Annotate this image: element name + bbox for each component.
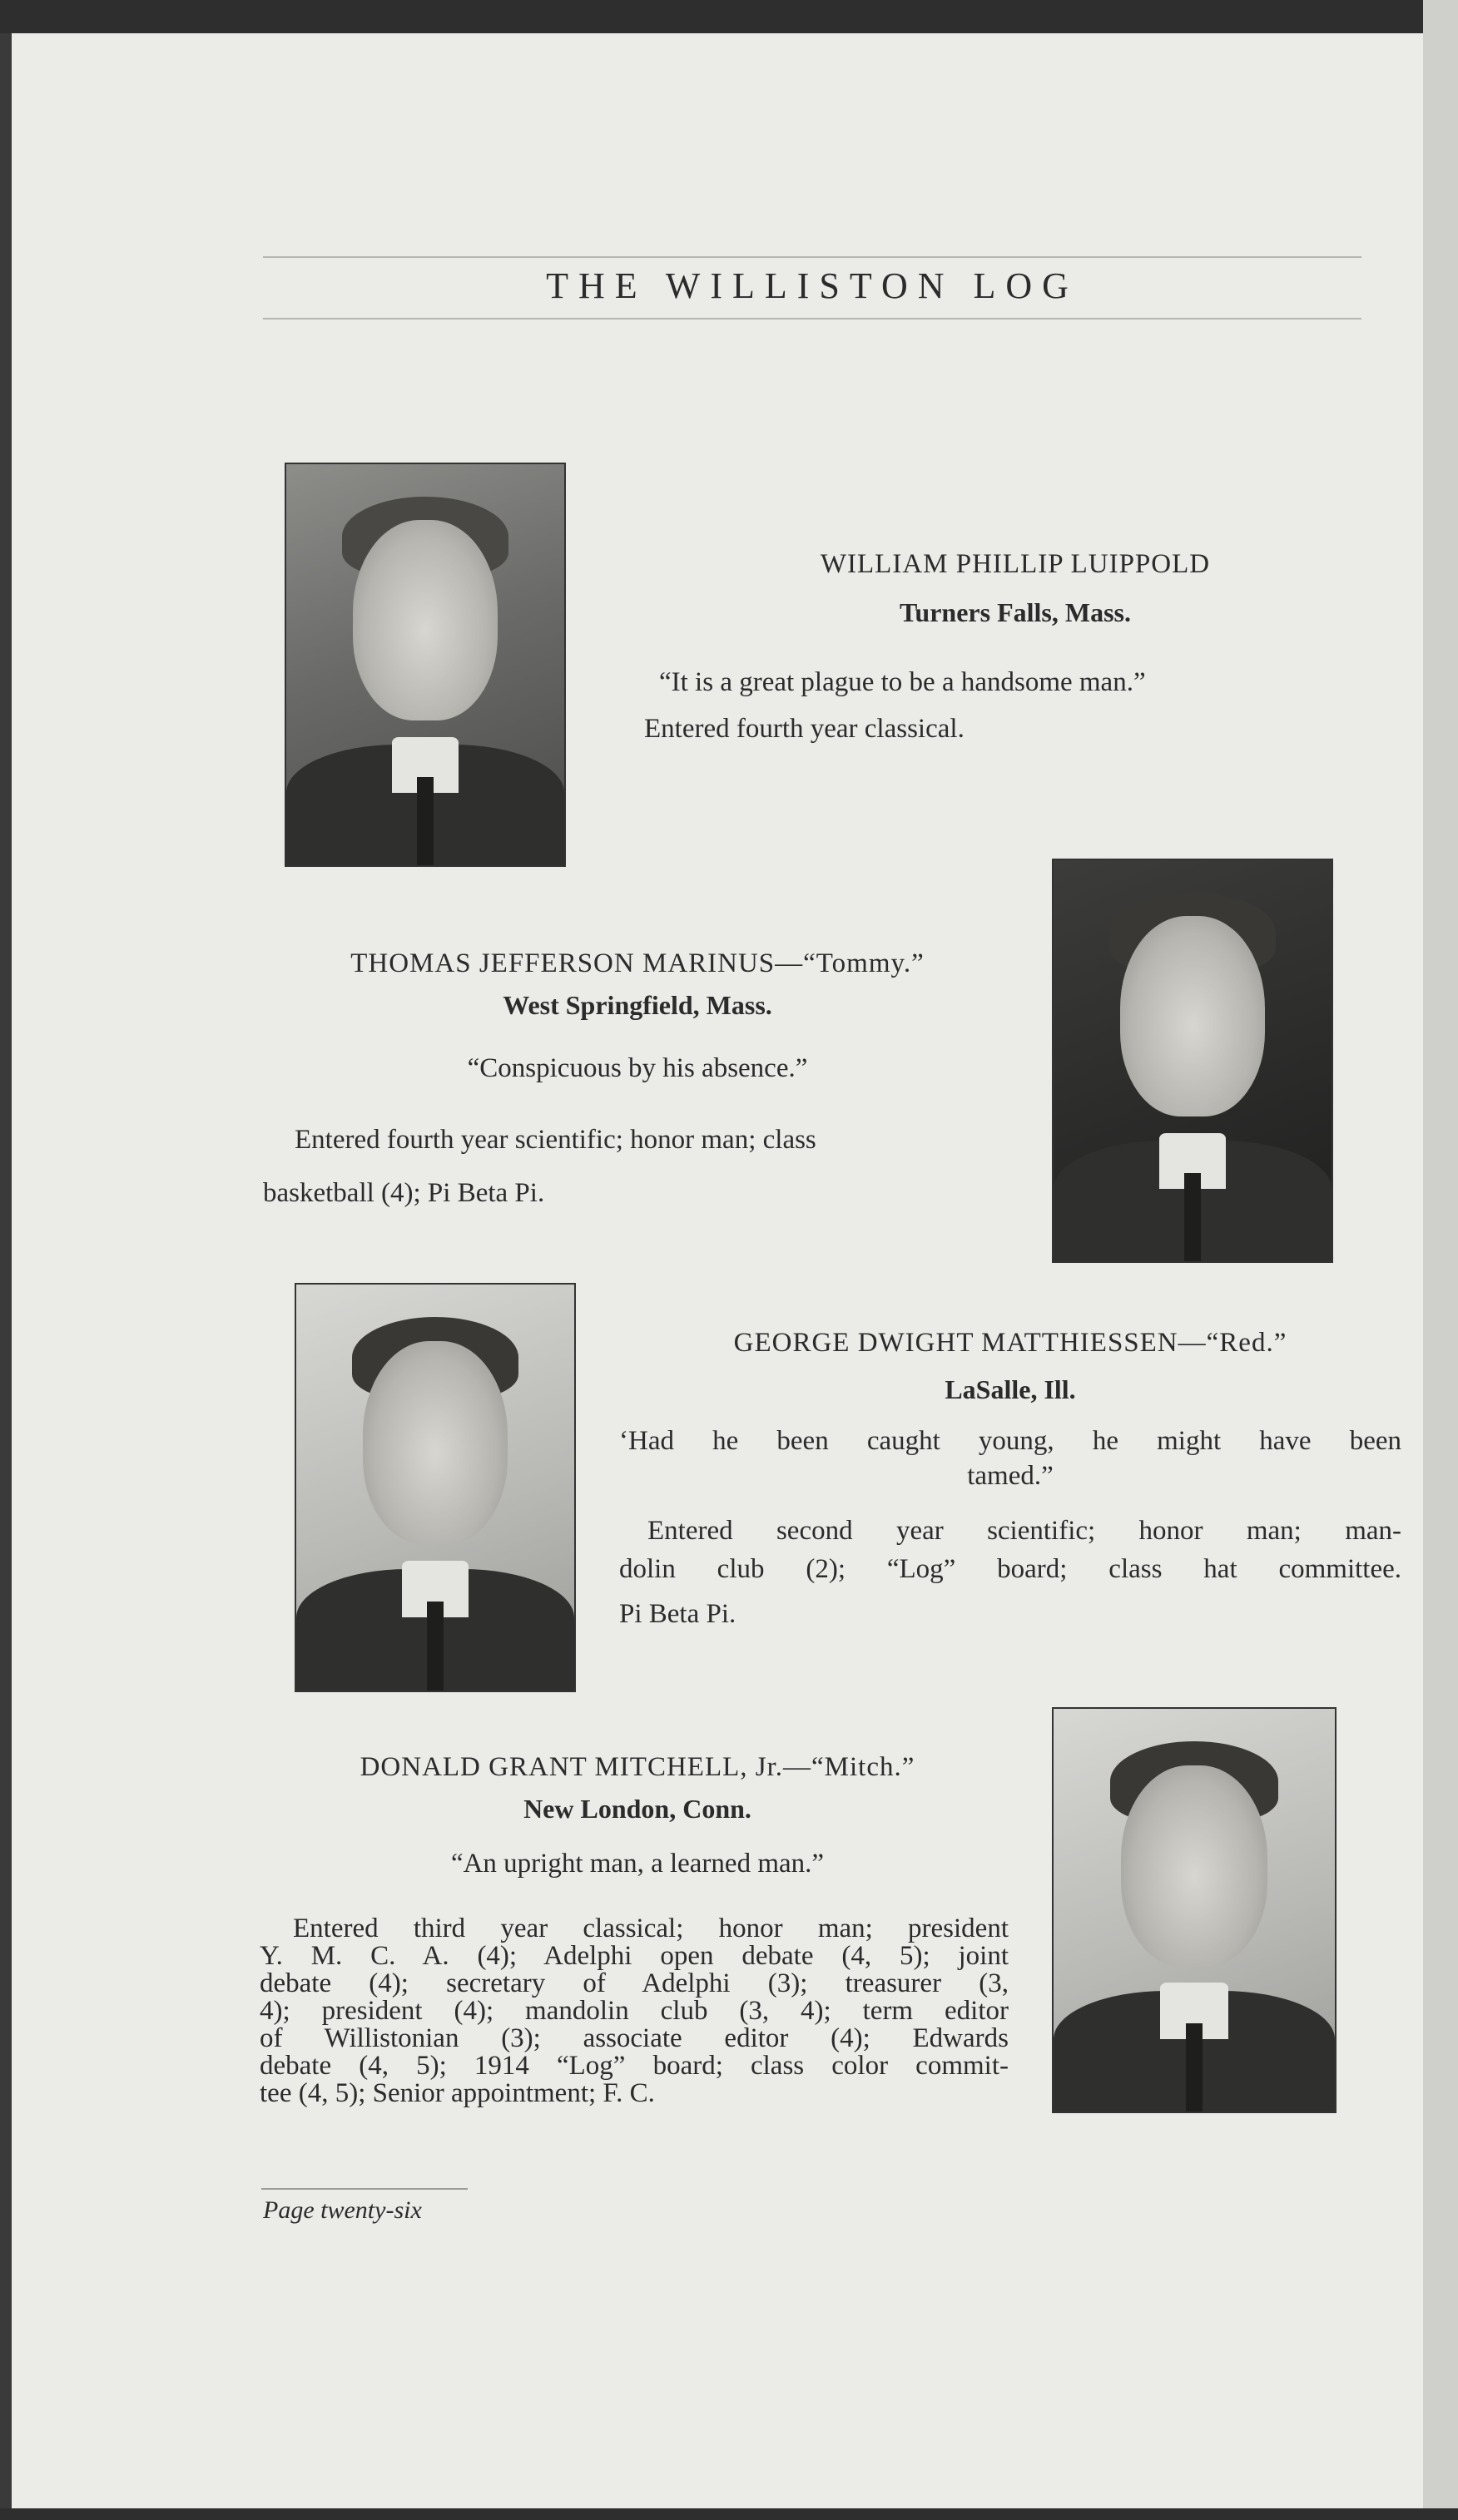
entry-hometown: New London, Conn. [523,1794,751,1824]
page-header-title: THE WILLISTON LOG [546,265,1079,306]
entry-record-line: debate (4); secretary of Adelphi (3); treasurer (3, [260,1968,1009,1998]
entry-record-line: tee (4, 5); Senior appointment; F. C. [260,2078,655,2108]
entry-name: DONALD GRANT MITCHELL, Jr.—“Mitch.” [360,1752,915,1782]
entry-record-line: Pi Beta Pi. [619,1599,736,1629]
scan-binding-edge [1423,0,1458,2520]
entry-record-line: Y. M. C. A. (4); Adelphi open debate (4, 5); joint [260,1941,1009,1971]
entry-quote-line: tamed.” [967,1461,1054,1491]
scan-bottom-edge [0,2508,1458,2520]
page-number-label: Page twenty-six [263,2196,422,2224]
entry-hometown: West Springfield, Mass. [503,990,772,1020]
scan-top-edge [0,0,1458,33]
entry-record-line: Entered second year scientific; honor man; man- [647,1516,1401,1546]
book-page [12,33,1423,2508]
entry-record-line: of Willistonian (3); associate editor (4); Edwards [260,2023,1009,2053]
entry-record-block [260,1915,1009,2107]
footer-rule [261,2188,468,2190]
entry-record-line: Entered third year classical; honor man; president [293,1914,1009,1943]
portrait-photo-mitchell [1052,1707,1336,2113]
header-bottom-rule [263,318,1361,319]
entry-name: GEORGE DWIGHT MATTHIESSEN—“Red.” [733,1328,1287,1358]
entry-record-line: basketball (4); Pi Beta Pi. [263,1178,545,1208]
entry-name: WILLIAM PHILLIP LUIPPOLD [820,549,1211,579]
portrait-photo-marinus [1052,859,1333,1263]
header-top-rule [263,256,1361,258]
entry-hometown: Turners Falls, Mass. [900,597,1131,627]
entry-record-line: 4); president (4); mandolin club (3, 4); term editor [260,1996,1009,2026]
entry-record: Entered fourth year classical. [644,714,965,744]
entry-quote: “An upright man, a learned man.” [450,1849,825,1879]
entry-name: THOMAS JEFFERSON MARINUS—“Tommy.” [350,948,925,978]
entry-quote: “It is a great plague to be a handsome man.” [659,667,1146,697]
entry-record-line: dolin club (2); “Log” board; class hat committee. [619,1554,1401,1584]
entry-quote-line: ‘Had he been caught young, he might have been [619,1426,1401,1456]
entry-record-line: debate (4, 5); 1914 “Log” board; class color commit- [260,2051,1009,2081]
portrait-photo-luippold [285,463,566,867]
entry-record-line: Entered fourth year scientific; honor man; class [295,1125,816,1155]
entry-hometown: LaSalle, Ill. [945,1374,1076,1404]
entry-quote: “Conspicuous by his absence.” [467,1053,808,1083]
portrait-photo-matthiessen [295,1283,576,1692]
